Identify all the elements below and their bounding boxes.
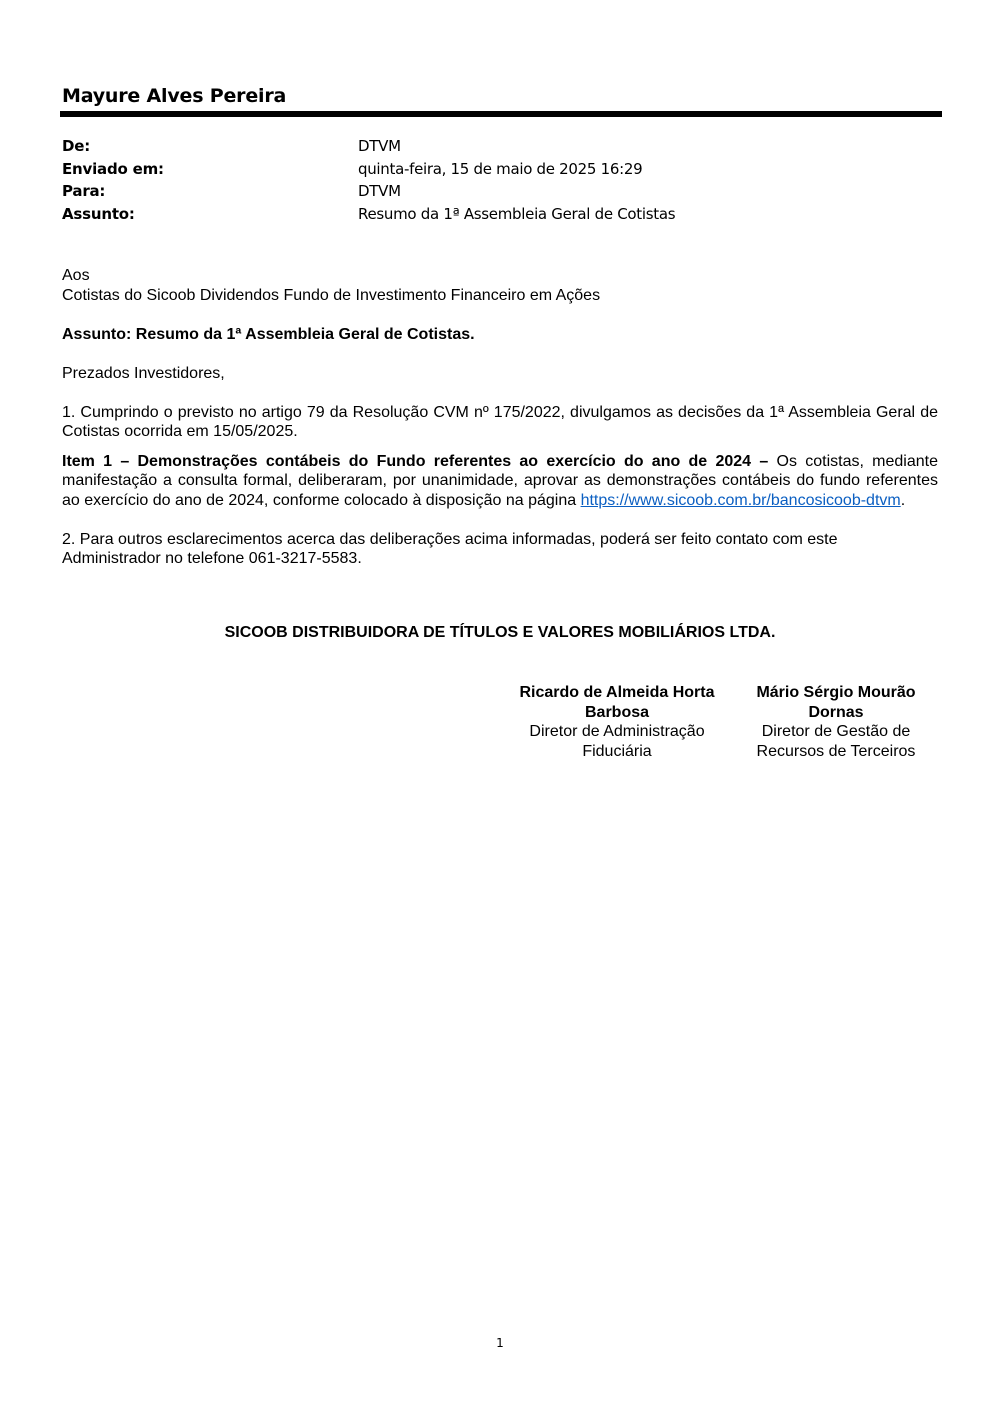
salutation-line-1: Aos [62, 267, 90, 284]
meta-row-from [62, 135, 942, 158]
meta-value-subject: Resumo da 1ª Assembleia Geral de Cotistas [358, 204, 676, 223]
meta-label-from: De: [62, 137, 91, 155]
page-number: 1 [496, 1336, 504, 1350]
meta-row-to [62, 180, 942, 203]
greeting: Prezados Investidores, [62, 364, 225, 382]
meta-row-subject [62, 203, 942, 226]
signature-1-role: Diretor de Administração Fiduciária [529, 723, 705, 760]
meta-value-to: DTVM [358, 182, 401, 200]
item-1-paragraph [62, 452, 938, 511]
signature-2-role: Diretor de Gestão de Recursos de Terceiros [756, 723, 916, 760]
meta-label-sent: Enviado em: [62, 159, 164, 178]
meta-label-subject: Assunto: [62, 204, 135, 223]
meta-value-sent: quinta-feira, 15 de maio de 2025 16:29 [358, 159, 643, 178]
salutation-line-2: Cotistas do Sicoob Dividendos Fundo de Investimento Financeiro em Ações [62, 286, 601, 304]
signature-1 [505, 683, 729, 761]
meta-value-from: DTVM [358, 137, 401, 155]
meta-row-sent [62, 158, 942, 181]
email-meta [62, 135, 942, 225]
signature-2-name: Mário Sérgio Mourão Dornas [756, 684, 916, 721]
signature-block [505, 683, 941, 761]
email-body [62, 266, 938, 569]
sicoob-dtvm-link[interactable]: https://www.sicoob.com.br/bancosicoob-dtvm [580, 491, 901, 509]
item-1-end: . [900, 491, 906, 509]
paragraph-1: 1. Cumprindo o previsto no artigo 79 da Resolução CVM nº 175/2022, divulgamos as decisões da 1ª Assembleia Geral de Cotistas ocorrida em 15/05/2025. [62, 403, 938, 440]
header-divider [60, 111, 942, 117]
item-1-heading: Item 1 – Demonstrações contábeis do Fundo referentes ao exercício do ano de 2024 – [62, 452, 769, 470]
signature-2 [731, 683, 941, 761]
sender-name: Mayure Alves Pereira [62, 85, 287, 107]
body-subject: Assunto: Resumo da 1ª Assembleia Geral de Cotistas. [62, 325, 475, 343]
signature-1-name: Ricardo de Almeida Horta Barbosa [519, 684, 715, 721]
meta-label-to: Para: [62, 182, 106, 200]
company-name: SICOOB DISTRIBUIDORA DE TÍTULOS E VALORES MOBILIÁRIOS LTDA. [224, 624, 776, 641]
item-1-text: Os cotistas, mediante manifestação a consulta formal, deliberaram, por unanimidade, aprovar as demonstrações contábeis do fundo referentes ao exercício do ano de 2024, conforme colocado à disposição na página [62, 452, 938, 509]
paragraph-2: 2. Para outros esclarecimentos acerca das deliberações acima informadas, poderá ser feito contato com este Administrador no telefone 061-3217-5583. [62, 530, 838, 567]
